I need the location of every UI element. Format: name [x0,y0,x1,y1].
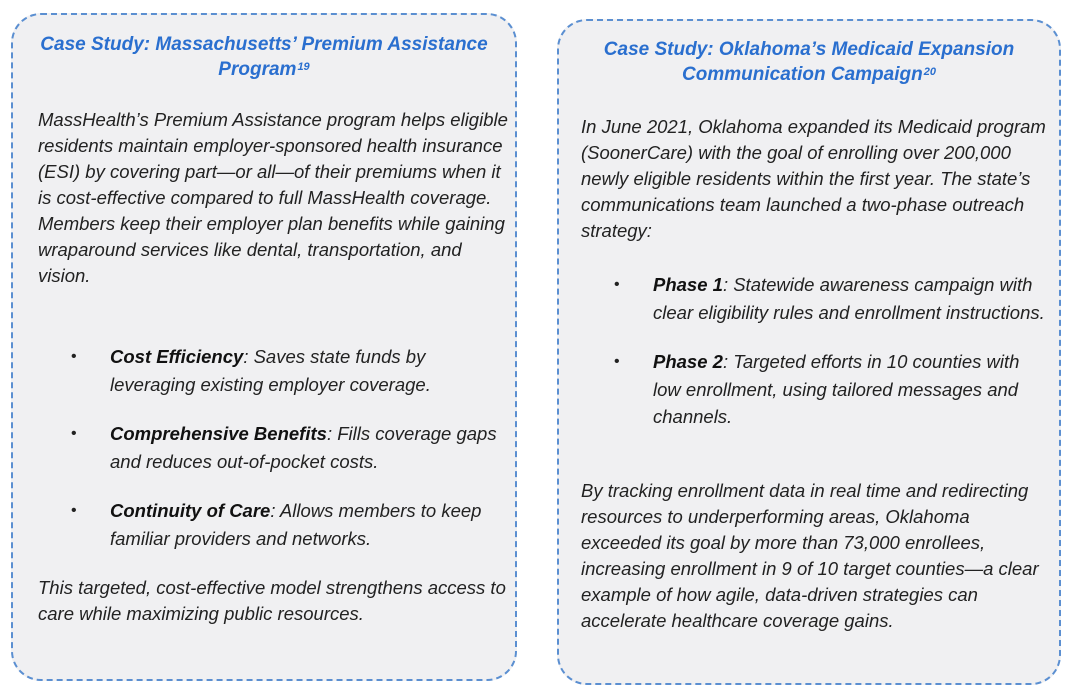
list-item-term: Comprehensive Benefits [110,423,327,444]
title-text: Massachusetts’ Premium Assistance Program [155,34,488,80]
closing-paragraph: By tracking enrollment data in real time and redirecting resources to underperforming areas, Oklahoma exceeded its goal by more than 73,000 enrollees, increasing enrollment in 9 of 10 target counties—a clear example of how agile, data-driven strategies can accelerate healthcare coverage gains. [581,480,1039,631]
list-item-term: Cost Efficiency [110,346,244,367]
list-item [581,271,1051,326]
list-item-text: : Statewide awareness campaign with clear eligibility rules and enrollment instructions. [653,274,1045,323]
bullet-icon: • [71,348,77,365]
footnote-ref: 19 [297,61,310,73]
bullet-icon: • [71,502,77,519]
list-item [581,348,1051,431]
title-text: Oklahoma’s Medicaid Expansion Communication Campaign [682,39,1015,85]
list-item-term: Phase 1 [653,274,723,295]
list-item-text: : Allows members to keep familiar providers and networks. [110,500,482,549]
list-item [38,343,508,398]
list-item-text: : Saves state funds by leveraging existing employer coverage. [110,346,431,395]
bullet-icon: • [71,425,77,442]
benefits-list [38,343,508,552]
card-title [13,32,515,82]
list-item-text: : Fills coverage gaps and reduces out-of-pocket costs. [110,423,497,472]
list-item-term: Phase 2 [653,351,723,372]
list-item-text: : Targeted efforts in 10 counties with low enrollment, using tailored messages and channels. [653,351,1020,427]
title-lead: Case Study: [40,34,151,55]
bullet-icon: • [614,276,620,293]
intro-paragraph: In June 2021, Oklahoma expanded its Medicaid program (SoonerCare) with the goal of enrolling over 200,000 newly eligible residents within the first year. The state’s communications team launched a two-phase outreach strategy: [581,116,1046,241]
case-study-card-oklahoma [557,19,1061,685]
card-title [559,37,1059,87]
list-item-term: Continuity of Care [110,500,271,521]
case-study-card-massachusetts [11,13,517,681]
closing-paragraph: This targeted, cost-effective model strengthens access to care while maximizing public resources. [38,577,506,624]
footnote-ref: 20 [923,66,936,78]
bullet-icon: • [614,353,620,370]
phases-list [581,271,1051,431]
intro-paragraph: MassHealth’s Premium Assistance program helps eligible residents maintain employer-sponsored health insurance (ESI) by covering part—or all—of their premiums when it is cost-effective compared to full MassHealth coverage. Members keep their employer plan benefits while gaining wraparound services like dental, transportation, and vision. [38,109,508,286]
title-lead: Case Study: [603,39,714,60]
list-item [38,420,508,475]
list-item [38,497,508,552]
